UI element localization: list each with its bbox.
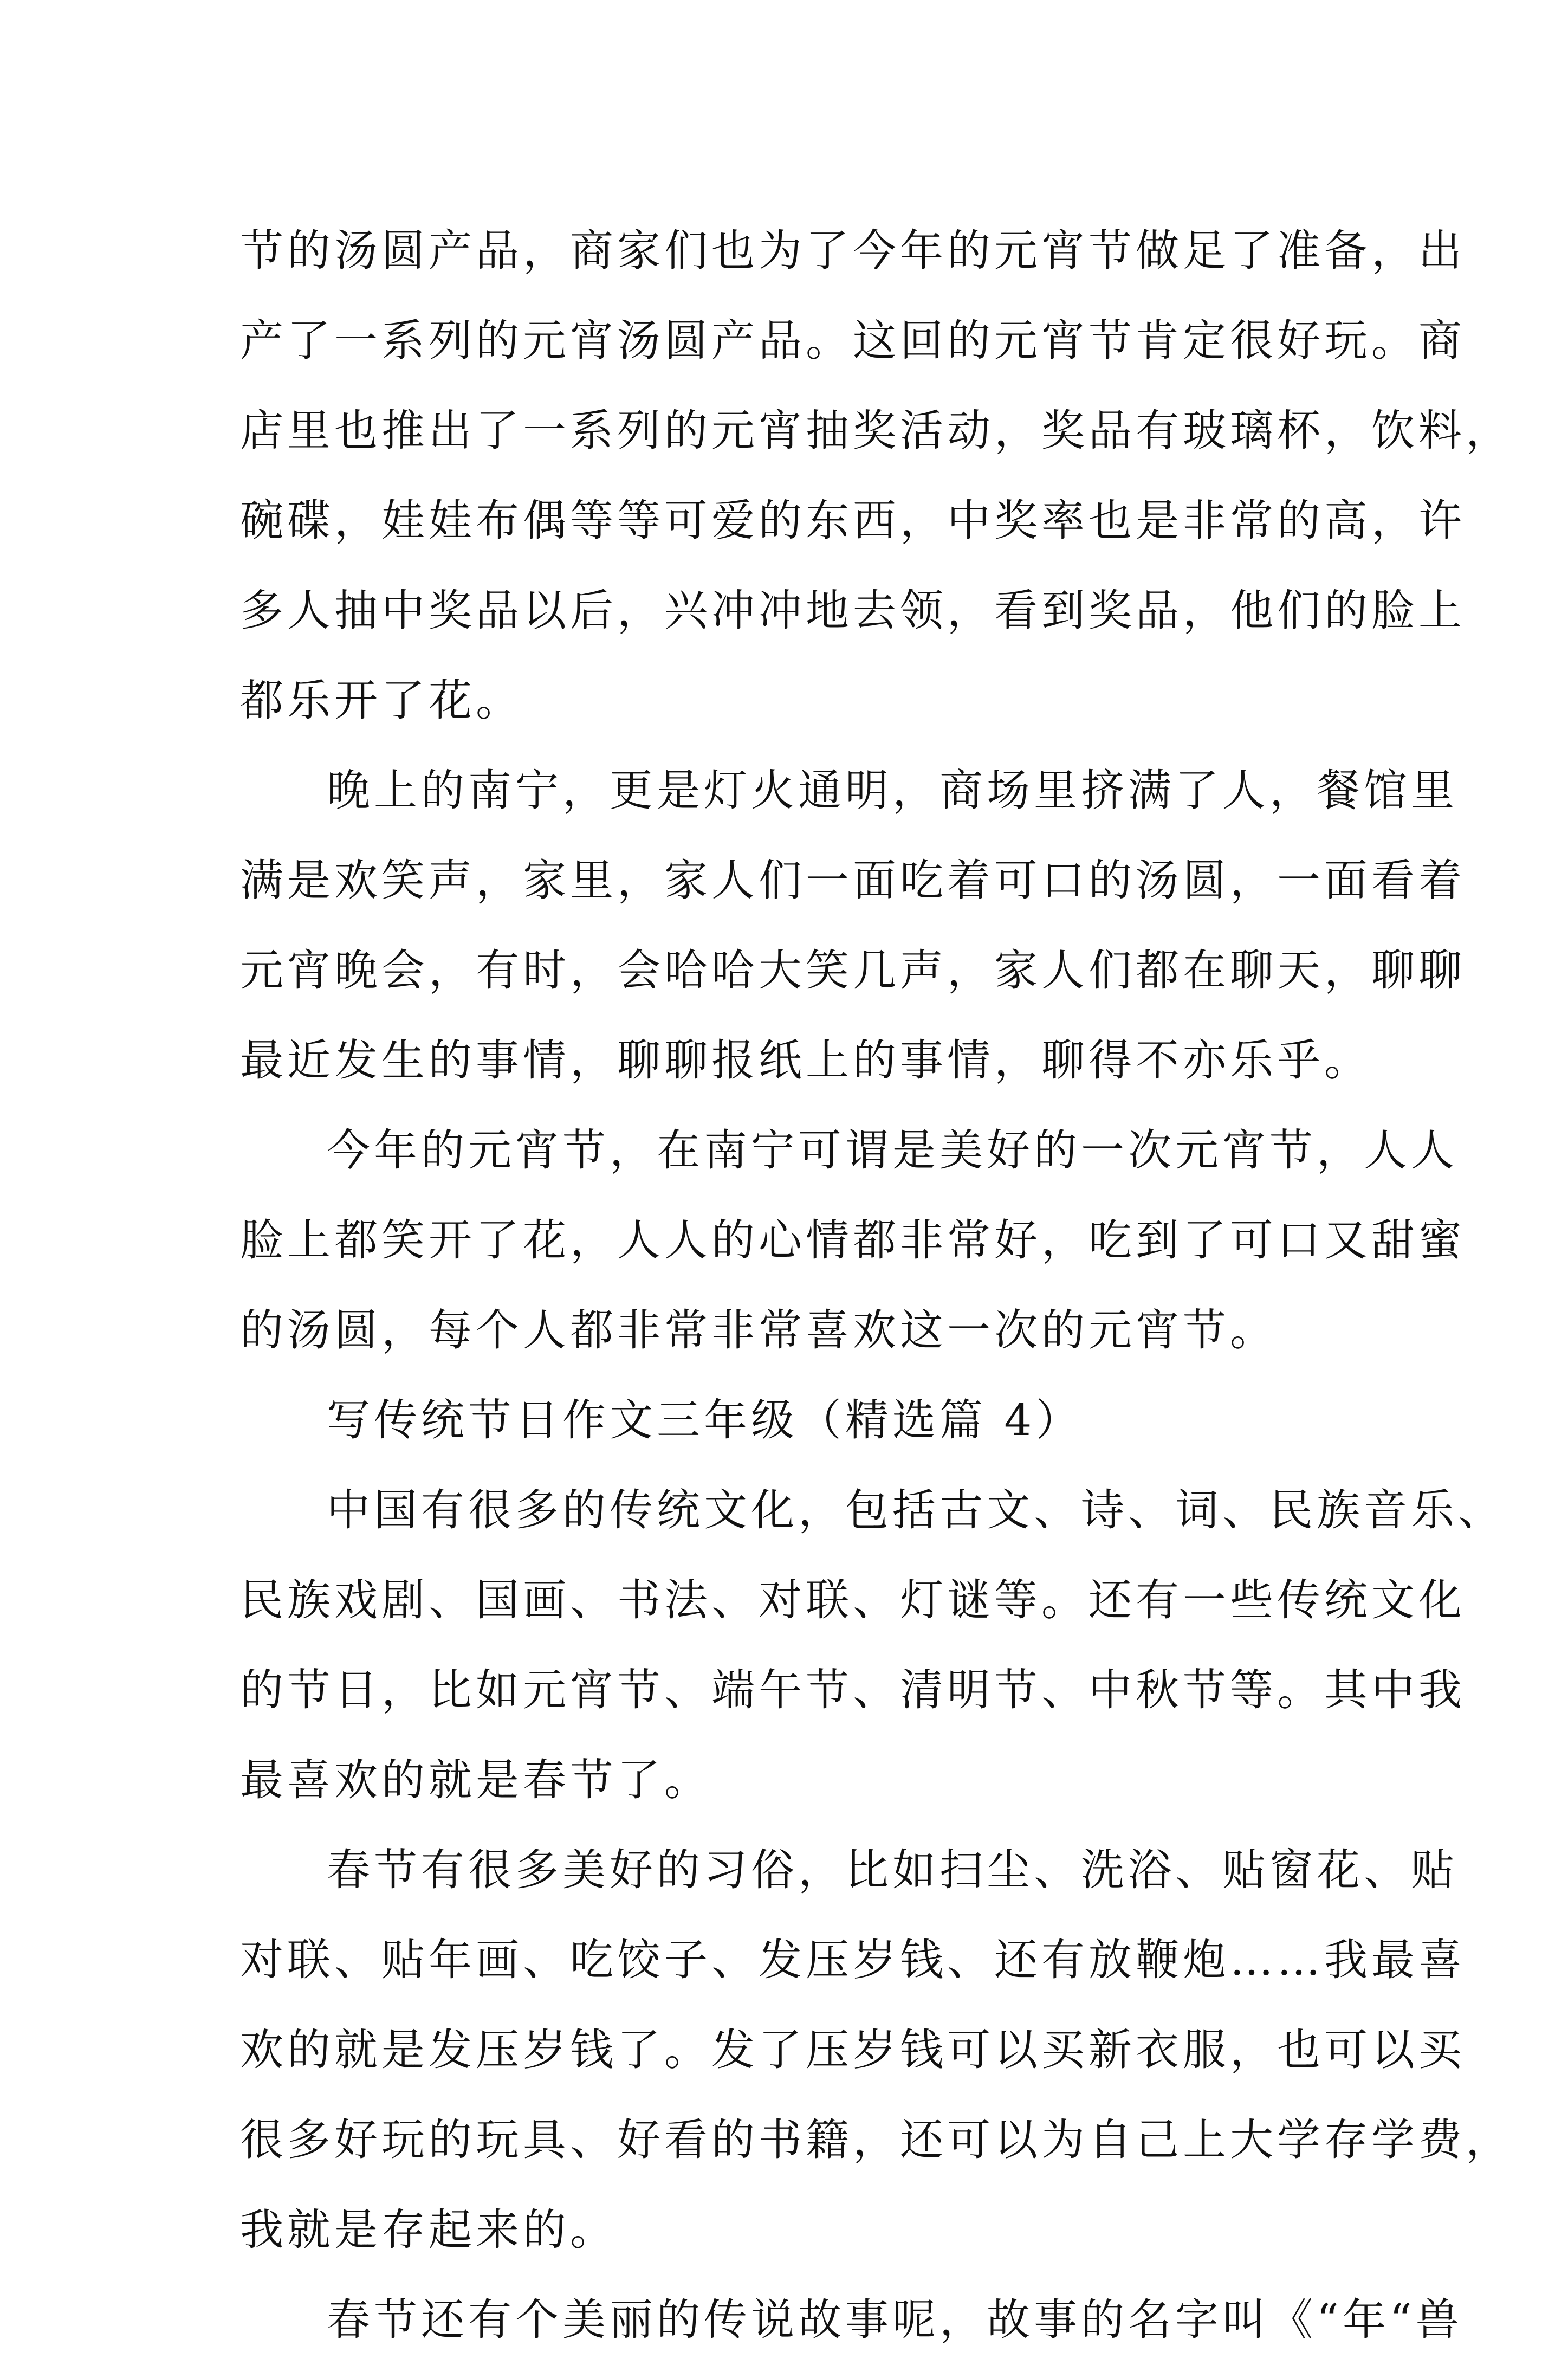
section-heading: 写传统节日作文三年级（精选篇 4） xyxy=(327,1395,1083,1445)
paragraph-line: 脸上都笑开了花，人人的心情都非常好，吃到了可口又甜蜜 xyxy=(240,1215,1466,1265)
paragraph-line: 最近发生的事情，聊聊报纸上的事情，聊得不亦乐乎。 xyxy=(240,1035,1371,1085)
paragraph-line: 民族戏剧、国画、书法、对联、灯谜等。还有一些传统文化 xyxy=(240,1575,1466,1625)
paragraph-line: 碗碟，娃娃布偶等等可爱的东西，中奖率也是非常的高，许 xyxy=(240,495,1466,546)
paragraph-line: 节的汤圆产品，商家们也为了今年的元宵节做足了准备，出 xyxy=(240,225,1466,276)
paragraph-line: 中国有很多的传统文化，包括古文、诗、词、民族音乐、 xyxy=(327,1485,1505,1535)
paragraph-line: 产了一系列的元宵汤圆产品。这回的元宵节肯定很好玩。商 xyxy=(240,315,1466,366)
paragraph-line: 元宵晚会，有时，会哈哈大笑几声，家人们都在聊天，聊聊 xyxy=(240,945,1466,996)
paragraph-line: 满是欢笑声，家里，家人们一面吃着可口的汤圆，一面看着 xyxy=(240,855,1466,906)
paragraph-line: 今年的元宵节，在南宁可谓是美好的一次元宵节，人人 xyxy=(327,1125,1458,1175)
paragraph-line: 春节还有个美丽的传说故事呢，故事的名字叫《“年“兽 xyxy=(327,2295,1463,2345)
paragraph-line: 的汤圆，每个人都非常非常喜欢这一次的元宵节。 xyxy=(240,1305,1277,1355)
document-body xyxy=(240,206,1513,2365)
paragraph-line: 最喜欢的就是春节了。 xyxy=(240,1755,711,1805)
paragraph-line: 都乐开了花。 xyxy=(240,675,523,726)
paragraph-line: 晚上的南宁，更是灯火通明，商场里挤满了人，餐馆里 xyxy=(327,765,1458,816)
paragraph-line: 对联、贴年画、吃饺子、发压岁钱、还有放鞭炮……我最喜 xyxy=(240,1935,1466,1985)
paragraph-line: 欢的就是发压岁钱了。发了压岁钱可以买新衣服，也可以买 xyxy=(240,2025,1466,2075)
paragraph-line: 的节日，比如元宵节、端午节、清明节、中秋节等。其中我 xyxy=(240,1665,1466,1715)
paragraph-line: 很多好玩的玩具、好看的书籍，还可以为自己上大学存学费， xyxy=(240,2115,1513,2165)
paragraph-line: 多人抽中奖品以后，兴冲冲地去领，看到奖品，他们的脸上 xyxy=(240,585,1466,636)
paragraph-line: 店里也推出了一系列的元宵抽奖活动，奖品有玻璃杯，饮料， xyxy=(240,405,1513,456)
paragraph-line: 我就是存起来的。 xyxy=(240,2205,617,2255)
paragraph-line: 春节有很多美好的习俗，比如扫尘、洗浴、贴窗花、贴 xyxy=(327,1845,1458,1895)
